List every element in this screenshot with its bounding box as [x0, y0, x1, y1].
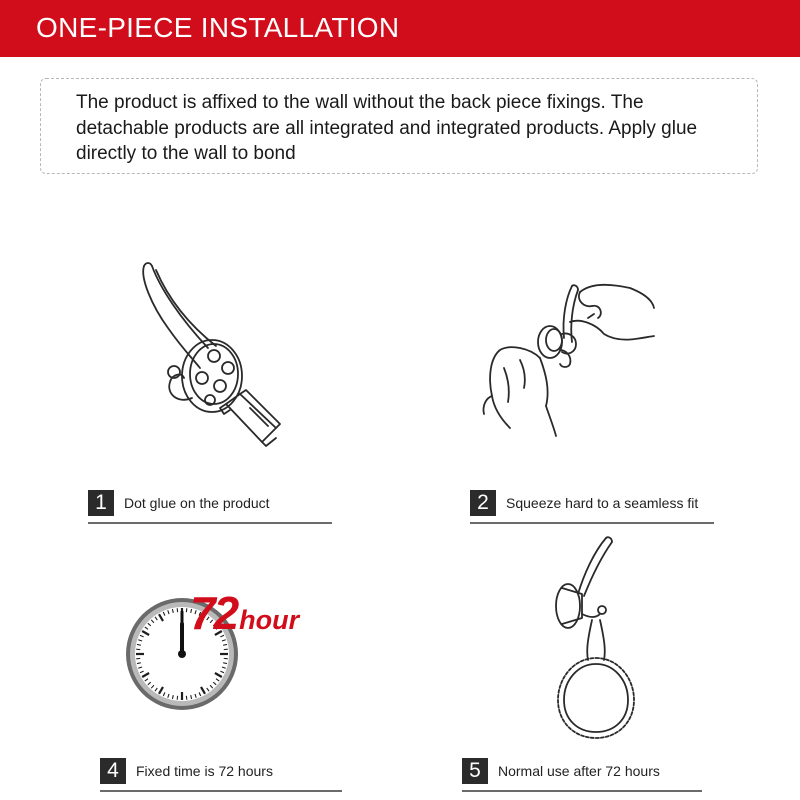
- step-underline: [462, 790, 702, 792]
- banner-title: ONE-PIECE INSTALLATION: [36, 12, 400, 43]
- step-number: 1: [88, 490, 114, 516]
- step-5: [462, 758, 702, 794]
- step-label: Dot glue on the product: [124, 495, 270, 511]
- step-underline: [470, 522, 714, 524]
- step-1: [88, 490, 332, 526]
- timer-value: 72: [190, 587, 238, 639]
- step-2: [470, 490, 714, 526]
- step-label: Normal use after 72 hours: [498, 763, 660, 779]
- step-number: 5: [462, 758, 488, 784]
- step-number: 4: [100, 758, 126, 784]
- timer-label: [190, 586, 299, 640]
- glue-hook-illustration: [130, 258, 290, 453]
- timer-unit: hour: [239, 605, 300, 635]
- step-number: 2: [470, 490, 496, 516]
- header-banner: [0, 0, 800, 57]
- step-4: [100, 758, 342, 794]
- squeeze-hand-illustration: [480, 278, 660, 438]
- step-label: Squeeze hard to a seamless fit: [506, 495, 699, 511]
- hook-in-use-illustration: [548, 534, 648, 742]
- step-underline: [100, 790, 342, 792]
- description-text: The product is affixed to the wall without the back piece fixings. The detachable products are all integrated and integrated products. Apply glue directly to the wall to bond: [76, 92, 698, 164]
- step-label: Fixed time is 72 hours: [136, 763, 273, 779]
- description-box: [40, 78, 758, 174]
- step-underline: [88, 522, 332, 524]
